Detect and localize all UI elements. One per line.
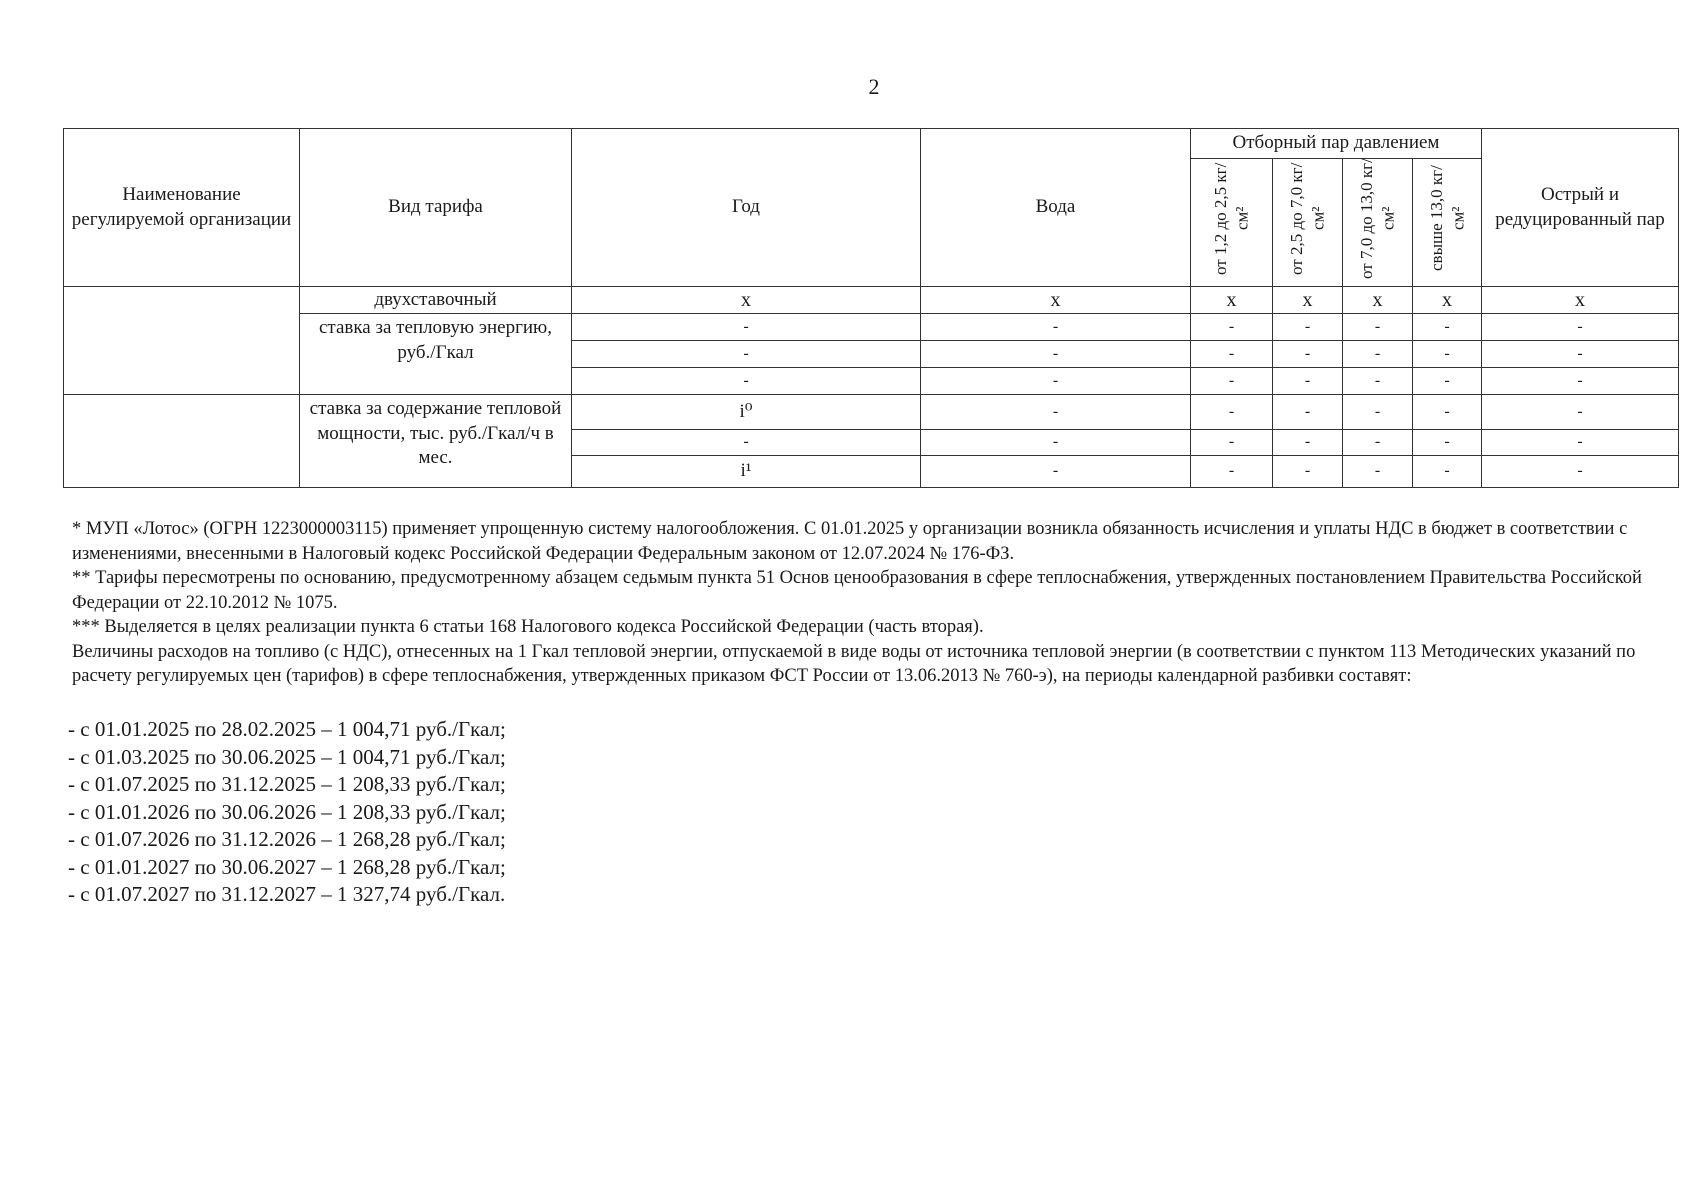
cell-dash: - bbox=[1413, 456, 1482, 488]
cell-dash: - bbox=[1191, 368, 1273, 395]
header-water: Вода bbox=[921, 129, 1191, 287]
row-two-rate-label: двухставочный bbox=[300, 287, 572, 314]
cell-dash: - bbox=[1191, 314, 1273, 341]
header-steam-3: от 7,0 до 13,0 кг/см² bbox=[1343, 159, 1413, 287]
cell-x: х bbox=[1273, 287, 1343, 314]
cell-dash: - bbox=[1482, 368, 1679, 395]
header-steam-1: от 1,2 до 2,5 кг/см² bbox=[1191, 159, 1273, 287]
cell-dash: - bbox=[1343, 456, 1413, 488]
cell-dash: - bbox=[1343, 395, 1413, 430]
cell-dash: - bbox=[572, 368, 921, 395]
cell-dash: - bbox=[921, 368, 1191, 395]
cell-dash: - bbox=[1273, 368, 1343, 395]
cell-dash: - bbox=[1273, 395, 1343, 430]
header-steam-4: свыше 13,0 кг/см² bbox=[1413, 159, 1482, 287]
cell-x: х bbox=[572, 287, 921, 314]
header-year: Год bbox=[572, 129, 921, 287]
cell-dash: - bbox=[1273, 456, 1343, 488]
cell-dash: - bbox=[572, 341, 921, 368]
period-item: - с 01.01.2025 по 28.02.2025 – 1 004,71 руб./Гкал; bbox=[68, 717, 506, 741]
cell-dash: - bbox=[1482, 341, 1679, 368]
footnote-3: *** Выделяется в целях реализации пункта 6 статьи 168 Налогового кодекса Российской Федерации (часть вторая). bbox=[72, 617, 984, 637]
period-list bbox=[68, 716, 506, 909]
cell-dash: - bbox=[1343, 341, 1413, 368]
org-cell-1 bbox=[64, 287, 300, 395]
period-item: - с 01.03.2025 по 30.06.2025 – 1 004,71 руб./Гкал; bbox=[68, 744, 506, 769]
footnote-4: Величины расходов на топливо (с НДС), отнесенных на 1 Гкал тепловой энергии, отпускаемой в виде воды от источника тепловой энергии (в соответствии с пунктом 113 Методических указаний по расчету регулируемых цен (тарифов) в сфере теплоснабжения, утвержденных приказом ФСТ России от 13.06.2013 № 760-э), на периоды календарной разбивки составят: bbox=[72, 641, 1636, 686]
cell-dash: - bbox=[1413, 395, 1482, 430]
page-number: 2 bbox=[868, 74, 880, 99]
cell-dash: - bbox=[1273, 314, 1343, 341]
cell-dash: - bbox=[1482, 456, 1679, 488]
cell-dash: - bbox=[921, 456, 1191, 488]
cell-dash: - bbox=[921, 430, 1191, 456]
cell-dash: - bbox=[1413, 341, 1482, 368]
cell-i0: i⁰ bbox=[572, 395, 921, 430]
cell-dash: - bbox=[1273, 341, 1343, 368]
cell-dash: - bbox=[572, 430, 921, 456]
cell-dash: - bbox=[921, 395, 1191, 430]
cell-x: х bbox=[1191, 287, 1273, 314]
row-heat-rate-label: ставка за тепловую энергию, руб./Гкал bbox=[300, 314, 572, 395]
period-item: - с 01.01.2027 по 30.06.2027 – 1 268,28 руб./Гкал; bbox=[68, 854, 506, 879]
header-sharp-steam: Острый и редуцированный пар bbox=[1482, 129, 1679, 287]
header-steam-group: Отборный пар давлением bbox=[1191, 129, 1482, 159]
cell-dash: - bbox=[1482, 314, 1679, 341]
cell-dash: - bbox=[1343, 314, 1413, 341]
cell-x: х bbox=[1413, 287, 1482, 314]
row-capacity-rate-label: ставка за содержание тепловой мощности, тыс. руб./Гкал/ч в мес. bbox=[300, 395, 572, 488]
cell-x: х bbox=[921, 287, 1191, 314]
period-item: - с 01.07.2026 по 31.12.2026 – 1 268,28 руб./Гкал; bbox=[68, 827, 506, 851]
cell-dash: - bbox=[1343, 368, 1413, 395]
cell-dash: - bbox=[1482, 395, 1679, 430]
cell-dash: - bbox=[1413, 430, 1482, 456]
cell-dash: - bbox=[921, 314, 1191, 341]
cell-dash: - bbox=[921, 341, 1191, 368]
cell-dash: - bbox=[1482, 430, 1679, 456]
header-org: Наименование регулируемой организации bbox=[64, 129, 300, 287]
tariff-table bbox=[63, 128, 1679, 488]
org-cell-2 bbox=[64, 395, 300, 488]
cell-dash: - bbox=[1191, 395, 1273, 430]
cell-dash: - bbox=[1191, 456, 1273, 488]
header-steam-2: от 2,5 до 7,0 кг/см² bbox=[1273, 159, 1343, 287]
period-item: - с 01.07.2027 по 31.12.2027 – 1 327,74 руб./Гкал. bbox=[68, 882, 506, 906]
cell-i1: i¹ bbox=[572, 456, 921, 488]
cell-dash: - bbox=[1413, 368, 1482, 395]
cell-dash: - bbox=[1413, 314, 1482, 341]
footnote-1: * МУП «Лотос» (ОГРН 1223000003115) применяет упрощенную систему налогообложения. С 01.01.2025 у организации возникла обязанность исчисления и уплаты НДС в бюджет в соответствии с изменениями, внесенными в Налоговый кодекс Российской Федерации Федеральным законом от 12.07.2024 № 176-ФЗ. bbox=[72, 519, 1628, 564]
period-item: - с 01.07.2025 по 31.12.2025 – 1 208,33 руб./Гкал; bbox=[68, 772, 506, 796]
cell-dash: - bbox=[1273, 430, 1343, 456]
cell-x: х bbox=[1343, 287, 1413, 314]
period-item: - с 01.01.2026 по 30.06.2026 – 1 208,33 руб./Гкал; bbox=[68, 799, 506, 824]
cell-x: х bbox=[1482, 287, 1679, 314]
cell-dash: - bbox=[1191, 341, 1273, 368]
cell-dash: - bbox=[1343, 430, 1413, 456]
header-tariff-type: Вид тарифа bbox=[300, 129, 572, 287]
footnote-2: ** Тарифы пересмотрены по основанию, предусмотренному абзацем седьмым пункта 51 Основ ценообразования в сфере теплоснабжения, утвержденных постановлением Правительства Российской Федерации от 22.10.2012 № 1075. bbox=[72, 568, 1642, 613]
footnotes bbox=[72, 517, 1682, 689]
cell-dash: - bbox=[1191, 430, 1273, 456]
cell-dash: - bbox=[572, 314, 921, 341]
